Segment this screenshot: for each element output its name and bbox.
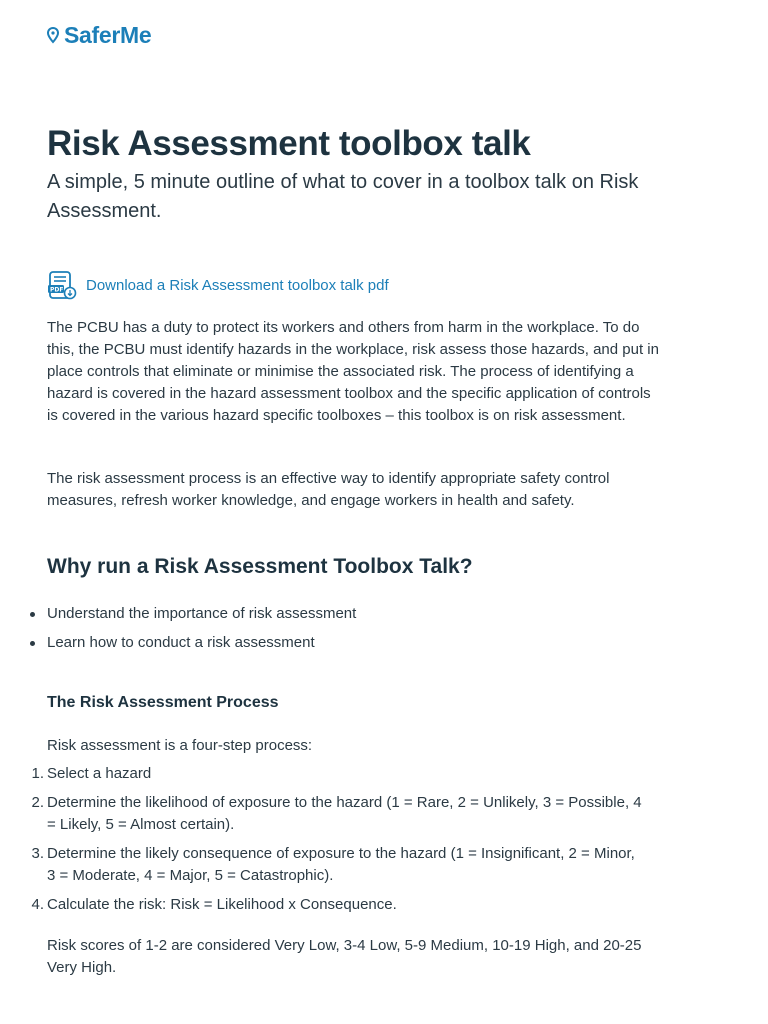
process-lead: Risk assessment is a four-step process: (47, 737, 313, 754)
page-title: Risk Assessment toolbox talk (47, 124, 531, 163)
saferme-logo[interactable] (47, 22, 151, 49)
why-heading: Why run a Risk Assessment Toolbox Talk? (47, 555, 473, 578)
pdf-document-icon (47, 270, 77, 300)
step-text: Determine the likely consequence of exposure to the hazard (1 = Insignificant, 2 = Minor, 3 = Moderate, 4 = Major, 5 = Catastrophic). (47, 845, 635, 884)
step-text: Select a hazard (47, 765, 152, 782)
logo-text: SaferMe (64, 22, 152, 48)
step-number: 2. (31, 794, 44, 811)
step-number: 3. (31, 845, 44, 862)
list-item: Learn how to conduct a risk assessment (47, 632, 647, 654)
list-item (31, 843, 647, 887)
location-pin-icon (47, 27, 59, 45)
why-bullet-list (47, 603, 647, 661)
list-item (31, 763, 647, 785)
list-item (31, 792, 647, 836)
step-number: 1. (31, 765, 44, 782)
process-heading: The Risk Assessment Process (47, 694, 279, 711)
download-pdf-row[interactable] (47, 270, 389, 300)
list-item (31, 894, 647, 916)
list-item: Understand the importance of risk assessment (47, 603, 647, 625)
intro-paragraph-1: The PCBU has a duty to protect its workers and others from harm in the workplace. To do this, the PCBU must identify hazards in the workplace, risk assess those hazards, and put in place controls that eliminate or minimise the associated risk. The process of identifying a hazard is covered in the hazard assessment toolbox and the specific application of controls is covered in the various hazard specific toolboxes – this toolbox is on risk assessment. (47, 319, 659, 424)
page-subtitle: A simple, 5 minute outline of what to cover in a toolbox talk on Risk Assessment. (47, 171, 639, 222)
step-text: Calculate the risk: Risk = Likelihood x Consequence. (47, 896, 397, 913)
step-text: Determine the likelihood of exposure to the hazard (1 = Rare, 2 = Unlikely, 3 = Possible, 4 = Likely, 5 = Almost certain). (47, 794, 642, 833)
intro-paragraph-2: The risk assessment process is an effective way to identify appropriate safety control measures, refresh worker knowledge, and engage workers in health and safety. (47, 470, 610, 509)
risk-scores-paragraph: Risk scores of 1-2 are considered Very Low, 3-4 Low, 5-9 Medium, 10-19 High, and 20-25 Very High. (47, 937, 642, 976)
step-number: 4. (31, 896, 44, 913)
download-pdf-link[interactable]: Download a Risk Assessment toolbox talk pdf (86, 276, 389, 294)
svg-text:PDF: PDF (50, 286, 64, 294)
process-steps-list (31, 763, 647, 923)
